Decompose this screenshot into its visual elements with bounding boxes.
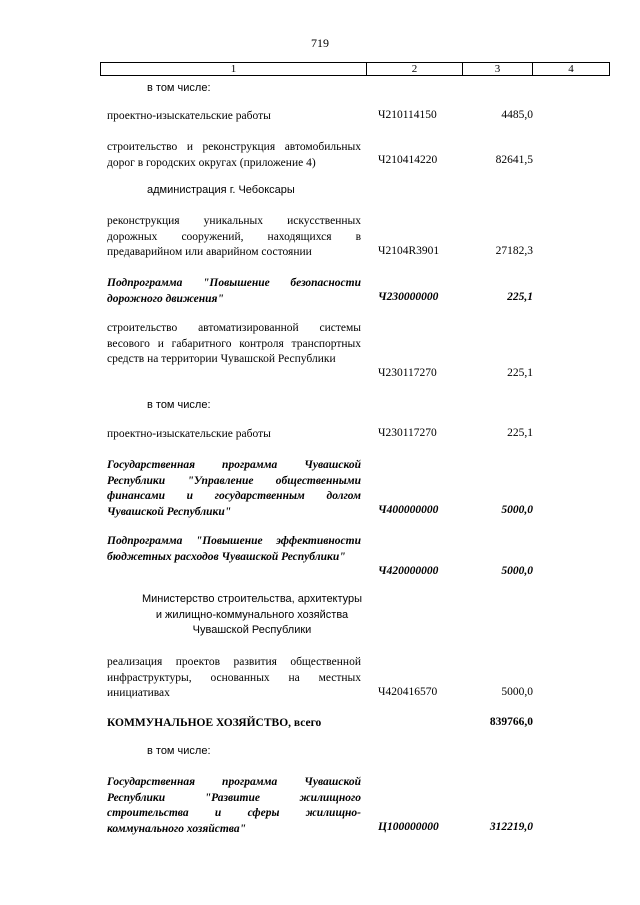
- row-amount: 225,1: [507, 427, 533, 439]
- row-text: строительство и реконструкция автомобильных дорог в городских округах (приложение 4): [107, 141, 361, 169]
- row-text: Подпрограмма "Повышение безопасности дорожного движения": [107, 277, 361, 305]
- row-text: в том числе:: [147, 399, 211, 411]
- row-text: администрация г. Чебоксары: [147, 184, 295, 196]
- row-amount: 5000,0: [501, 686, 533, 698]
- row-text: Государственная программа Чувашской Республики "Развитие жилищного строительства и сферы жилищно-коммунального хозяйства": [107, 776, 361, 835]
- row-code: Ч210414220: [378, 154, 438, 166]
- row-code: Ч230117270: [378, 367, 437, 379]
- row-text: КОММУНАЛЬНОЕ ХОЗЯЙСТВО, всего: [107, 717, 322, 729]
- row-text: строительство автоматизированной системы весового и габаритного контроля транспортных средств на территории Чувашской Республики: [107, 322, 361, 365]
- row-text: Министерство строительства, архитектуры и жилищно-коммунального хозяйства Чувашской Республики: [141, 593, 363, 636]
- row-text: в том числе:: [147, 745, 211, 757]
- header-col-4: 4: [568, 63, 574, 75]
- row-text: реконструкция уникальных искусственных дорожных сооружений, находящихся в предаварийном или аварийном состоянии: [107, 215, 361, 258]
- header-col-2: 2: [367, 63, 463, 75]
- page-number: 719: [311, 36, 329, 50]
- table-header: [100, 62, 610, 76]
- row-text: проектно-изыскательские работы: [107, 428, 271, 440]
- row-amount: 5000,0: [501, 504, 533, 516]
- row-code: Ц100000000: [378, 821, 439, 833]
- row-code: Ч420000000: [378, 565, 439, 577]
- header-col-1: 1: [101, 63, 367, 75]
- row-amount: 5000,0: [501, 565, 533, 577]
- row-amount: 225,1: [507, 367, 533, 379]
- row-amount: 27182,3: [495, 245, 533, 257]
- header-col-3: 3: [463, 63, 533, 75]
- row-amount: 312219,0: [489, 821, 533, 833]
- row-code: Ч2104R3901: [378, 245, 440, 257]
- row-text: проектно-изыскательские работы: [107, 110, 271, 122]
- row-amount: 4485,0: [501, 109, 533, 121]
- row-code: Ч400000000: [378, 504, 439, 516]
- row-amount: 839766,0: [489, 716, 533, 728]
- row-code: Ч210114150: [378, 109, 437, 121]
- row-text: Государственная программа Чувашской Республики "Управление общественными финансами и государственным долгом Чувашской Республики": [107, 459, 361, 518]
- row-code: Ч420416570: [378, 686, 438, 698]
- row-code: Ч230000000: [378, 291, 439, 303]
- row-code: Ч230117270: [378, 427, 437, 439]
- row-text: реализация проектов развития общественной инфраструктуры, основанных на местных инициативах: [107, 656, 361, 699]
- row-amount: 225,1: [507, 291, 533, 303]
- row-text: Подпрограмма "Повышение эффективности бюджетных расходов Чувашской Республики": [107, 535, 361, 563]
- row-text: в том числе:: [147, 82, 211, 94]
- row-amount: 82641,5: [495, 154, 533, 166]
